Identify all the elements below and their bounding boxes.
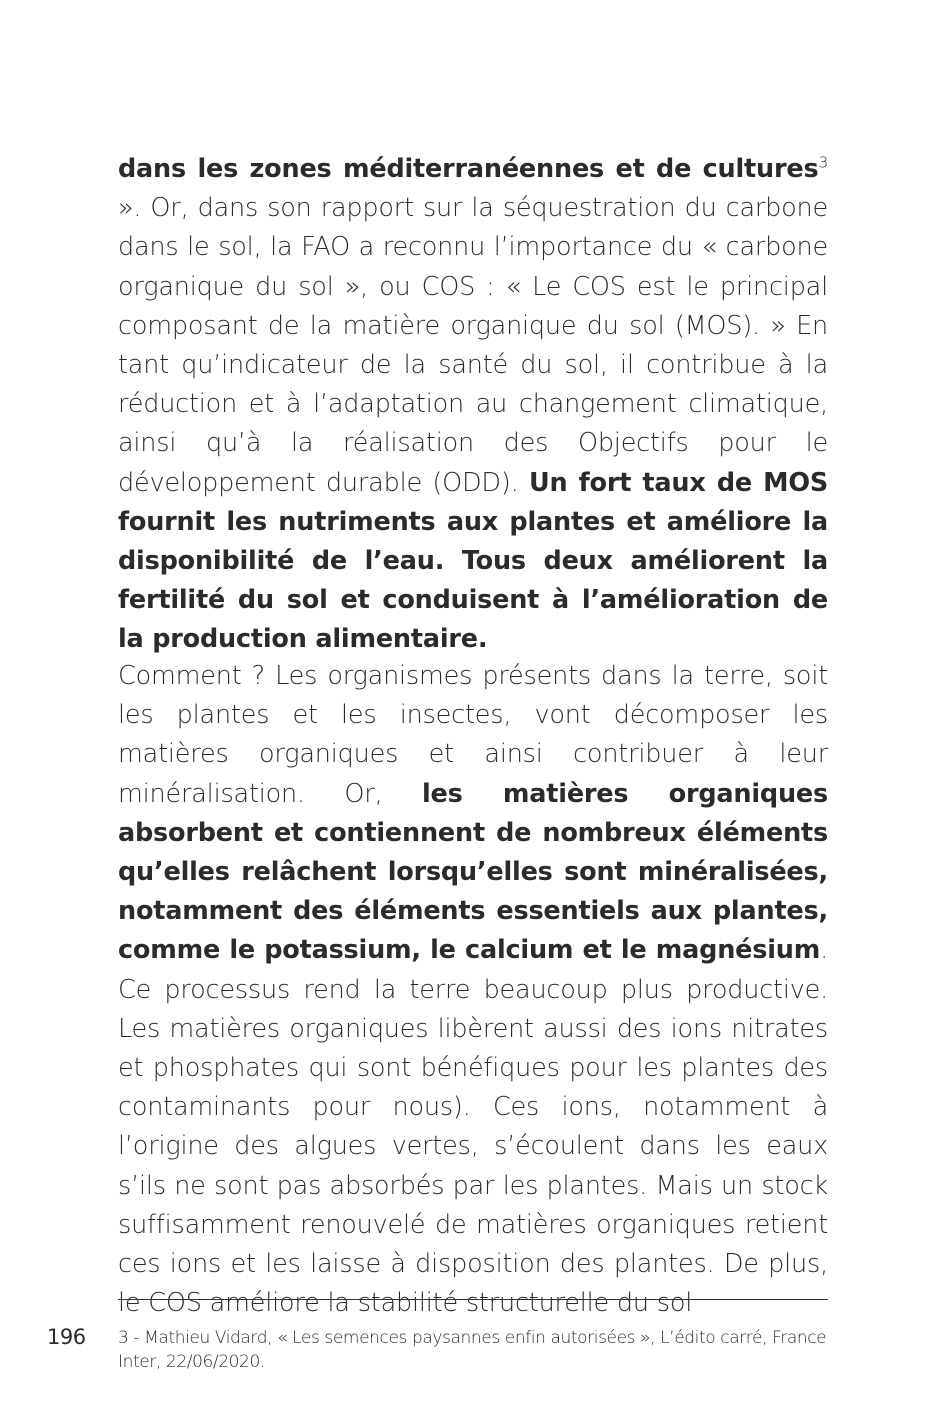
- paragraph-2: [118, 657, 828, 1323]
- footnote-reference[interactable]: 3: [818, 153, 828, 172]
- bold-text: Un fort taux de MOS fournit les nutriments aux plantes et améliore la disponibilité de l’eau. Tous deux améliorent la fertilité du sol et conduisent à l’amélioration de la production alimentaire.: [118, 467, 828, 655]
- paragraph-1: [118, 150, 828, 660]
- bold-text: dans les zones méditerranéennes et de cultures: [118, 154, 819, 184]
- bold-text: les matières organiques absorbent et contiennent de nombreux éléments qu’elles relâchent lorsqu’elles sont minéralisées, notamment des éléments essentiels aux plantes, comme le potassium, le calcium et le magnésium: [118, 778, 828, 966]
- footnote-divider: [118, 1299, 828, 1300]
- body-text: . Ce processus rend la terre beaucoup plus productive. Les matières organiques libèrent aussi des ions nitrates et phosphates qui sont bénéfiques pour les plantes des contaminants pour nous). Ces ions, notamment à l’origine des algues vertes, s’écoulent dans les eaux s’ils ne sont pas absorbés par les plantes. Mais un stock suffisamment renouvelé de matières organiques retient ces ions et les laisse à disposition des plantes. De plus, le COS améliore la stabilité structurelle du sol: [118, 935, 828, 1319]
- footnote: 3 - Mathieu Vidard, « Les semences paysannes enfin autorisées », L’édito carré, France Inter, 22/06/2020.: [118, 1328, 827, 1372]
- body-text: ». Or, dans son rapport sur la séquestration du carbone dans le sol, la FAO a reconnu l’importance du « carbone organique du sol », ou COS : « Le COS est le principal composant de la matière organique du sol (MOS). » En tant qu’indicateur de la santé du sol, il contribue à la réduction et à l’adaptation au changement climatique, ainsi qu’à la réalisation des Objectifs pour le développement durable (ODD).: [118, 193, 828, 498]
- body-text: Comment ? Les organismes présents dans la terre, soit les plantes et les insectes, vont décomposer les matières organiques et ainsi contribuer à leur minéralisation. Or,: [118, 661, 828, 809]
- page-number: 196: [47, 1325, 86, 1349]
